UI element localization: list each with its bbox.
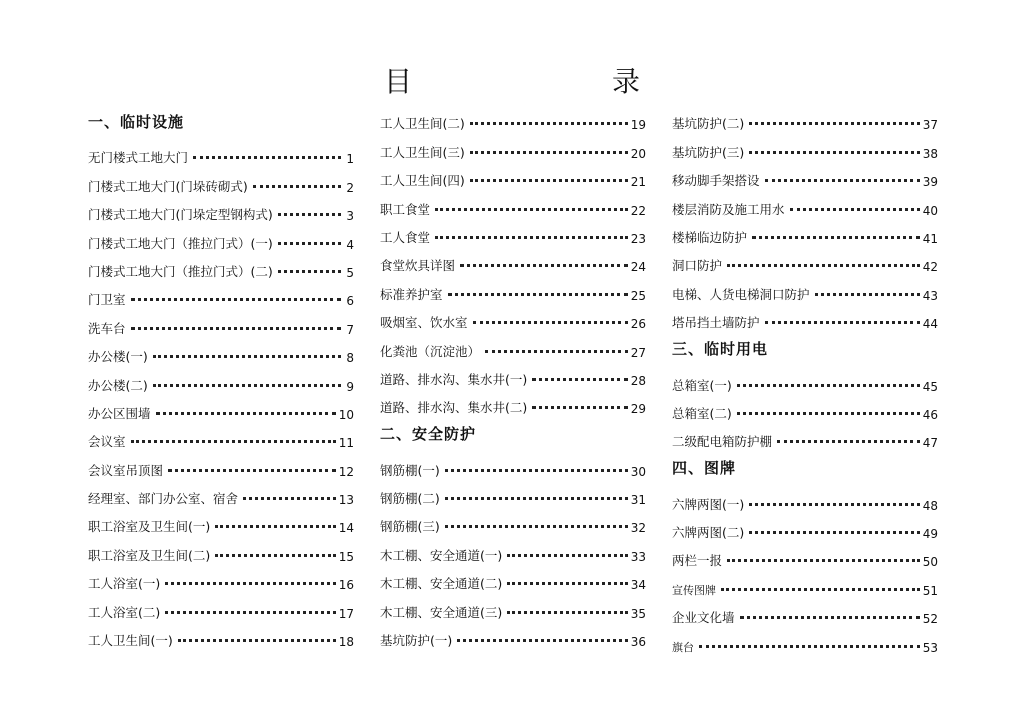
toc-entry-title: 楼层消防及施工用水 — [672, 201, 785, 217]
toc-page-number: 12 — [338, 464, 354, 479]
toc-entry-title: 道路、排水沟、集水井(二) — [380, 400, 528, 416]
toc-entry-title: 木工棚、安全通道(二) — [380, 576, 503, 592]
toc-entry[interactable] — [672, 189, 938, 217]
toc-entry-title: 食堂炊具详图 — [380, 258, 456, 274]
toc-entry-title: 楼梯临边防护 — [672, 229, 748, 245]
toc-entry-title: 钢筋棚(二) — [380, 491, 440, 507]
toc-entry-title: 门卫室 — [88, 292, 126, 308]
toc-entry-title: 钢筋棚(三) — [380, 519, 440, 535]
dot-leader — [765, 321, 920, 324]
toc-page-number: 45 — [922, 379, 938, 394]
toc-entry-title: 门楼式工地大门（推拉门式）(二) — [88, 263, 273, 279]
toc-page-number: 7 — [346, 322, 354, 337]
dot-leader — [485, 350, 628, 353]
toc-entry[interactable] — [88, 535, 354, 563]
section-heading: 三、临时用电 — [672, 340, 769, 359]
toc-page-number: 22 — [630, 203, 646, 218]
toc-page-number: 19 — [630, 118, 646, 133]
toc-entry-title: 职工浴室及卫生间(一) — [88, 519, 211, 535]
toc-entry[interactable] — [672, 626, 938, 654]
dot-leader — [278, 270, 341, 273]
toc-column-2 — [380, 104, 646, 649]
toc-page-number: 44 — [922, 317, 938, 332]
toc-entry[interactable] — [380, 479, 646, 507]
toc-entry[interactable] — [380, 507, 646, 535]
toc-page-number: 32 — [630, 521, 646, 536]
toc-entry[interactable] — [380, 189, 646, 217]
toc-page-number: 6 — [346, 294, 354, 309]
dot-leader — [752, 236, 920, 239]
toc-page-number: 15 — [338, 549, 354, 564]
toc-entry-title: 六牌两图(二) — [672, 525, 745, 541]
toc-entry[interactable] — [88, 621, 354, 649]
toc-page-number: 28 — [630, 373, 646, 388]
toc-page-number: 25 — [630, 288, 646, 303]
toc-entry[interactable] — [88, 394, 354, 422]
toc-page-number: 21 — [630, 175, 646, 190]
toc-entry[interactable] — [88, 450, 354, 478]
toc-entry-title: 办公楼(一) — [88, 349, 148, 365]
toc-entry[interactable] — [88, 252, 354, 280]
toc-entry-title: 经理室、部门办公室、宿舍 — [88, 491, 239, 507]
toc-page-number: 4 — [346, 237, 354, 252]
toc-entry-title: 洞口防护 — [672, 258, 723, 274]
toc-entry[interactable] — [88, 138, 354, 166]
dot-leader — [749, 122, 919, 125]
dot-leader — [507, 611, 627, 614]
dot-leader — [457, 639, 627, 642]
dot-leader — [445, 525, 628, 528]
toc-page-number: 37 — [922, 118, 938, 133]
section-heading: 二、安全防护 — [380, 425, 477, 444]
toc-page-number: 29 — [630, 402, 646, 417]
toc-page-number: 24 — [630, 260, 646, 275]
dot-leader — [278, 213, 341, 216]
dot-leader — [165, 582, 335, 585]
toc-entry[interactable] — [380, 246, 646, 274]
toc-page-number: 27 — [630, 345, 646, 360]
toc-entry-title: 宣传图牌 — [672, 583, 716, 597]
toc-page-number: 3 — [346, 209, 354, 224]
dot-leader — [699, 645, 920, 648]
dot-leader — [435, 236, 628, 239]
toc-entry-title: 会议室 — [88, 434, 126, 450]
toc-entry-title: 标准养护室 — [380, 286, 443, 302]
toc-entry-title: 基坑防护(一) — [380, 633, 453, 649]
toc-entry-title: 企业文化墙 — [672, 610, 735, 626]
toc-entry-title: 六牌两图(一) — [672, 496, 745, 512]
toc-entry[interactable] — [88, 592, 354, 620]
toc-page-number: 9 — [346, 379, 354, 394]
toc-entry-title: 总箱室(一) — [672, 377, 732, 393]
toc-entry[interactable] — [380, 360, 646, 388]
dot-leader — [131, 327, 341, 330]
toc-page-number: 41 — [922, 231, 938, 246]
dot-leader — [727, 264, 920, 267]
toc-entry-title: 工人卫生间(三) — [380, 144, 465, 160]
toc-entry-title: 工人卫生间(二) — [380, 116, 465, 132]
toc-entry[interactable] — [88, 308, 354, 336]
dot-leader — [737, 384, 920, 387]
dot-leader — [156, 412, 336, 415]
dot-leader — [473, 321, 628, 324]
dot-leader — [749, 503, 919, 506]
toc-entry[interactable] — [88, 479, 354, 507]
toc-entry[interactable] — [380, 564, 646, 592]
toc-entry[interactable] — [380, 388, 646, 416]
toc-entry[interactable] — [380, 274, 646, 302]
toc-entry[interactable] — [380, 218, 646, 246]
toc-entry[interactable] — [88, 166, 354, 194]
toc-column-3 — [672, 104, 938, 655]
toc-entry-title: 工人浴室(二) — [88, 604, 161, 620]
toc-entry-title: 木工棚、安全通道(一) — [380, 547, 503, 563]
toc-entry[interactable] — [672, 246, 938, 274]
toc-page-number: 42 — [922, 260, 938, 275]
toc-entry[interactable] — [672, 218, 938, 246]
toc-entry[interactable] — [380, 331, 646, 359]
dot-leader — [470, 151, 628, 154]
toc-entry-title: 旗台 — [672, 640, 694, 654]
toc-page-number: 34 — [630, 578, 646, 593]
toc-entry[interactable] — [672, 104, 938, 132]
toc-entry[interactable] — [380, 303, 646, 331]
dot-leader — [131, 440, 336, 443]
dot-leader — [460, 264, 628, 267]
section-heading: 四、图牌 — [672, 459, 737, 478]
toc-entry-title: 办公区围墙 — [88, 405, 151, 421]
toc-page-number: 33 — [630, 549, 646, 564]
dot-leader — [532, 378, 627, 381]
dot-leader — [435, 208, 628, 211]
dot-leader — [765, 179, 920, 182]
toc-entry-title: 电梯、人货电梯洞口防护 — [672, 286, 810, 302]
toc-page-number: 39 — [922, 175, 938, 190]
dot-leader — [470, 122, 628, 125]
toc-page-number: 10 — [338, 407, 354, 422]
toc-entry[interactable] — [380, 104, 646, 132]
toc-entry-title: 办公楼(二) — [88, 377, 148, 393]
toc-page-number: 1 — [346, 152, 354, 167]
toc-entry-title: 塔吊挡土墙防护 — [672, 315, 760, 331]
toc-entry-title: 二级配电箱防护棚 — [672, 434, 773, 450]
toc-page-number: 36 — [630, 635, 646, 650]
toc-page-number: 13 — [338, 493, 354, 508]
toc-entry[interactable] — [380, 161, 646, 189]
toc-page-number: 47 — [922, 436, 938, 451]
toc-entry[interactable] — [672, 394, 938, 422]
toc-entry[interactable] — [88, 223, 354, 251]
dot-leader — [178, 639, 336, 642]
dot-leader — [815, 293, 920, 296]
toc-entry-title: 无门楼式工地大门 — [88, 150, 189, 166]
toc-entry[interactable] — [672, 365, 938, 393]
toc-page-number: 35 — [630, 606, 646, 621]
toc-entry-title: 门楼式工地大门(门垛定型钢构式) — [88, 207, 273, 223]
toc-entry[interactable] — [380, 592, 646, 620]
toc-entry-title: 职工食堂 — [380, 201, 431, 217]
toc-entry-title: 吸烟室、饮水室 — [380, 315, 468, 331]
toc-page-number: 8 — [346, 351, 354, 366]
dot-leader — [168, 469, 336, 472]
toc-entry-title: 工人食堂 — [380, 229, 431, 245]
dot-leader — [278, 242, 341, 245]
toc-entry-title: 总箱室(二) — [672, 405, 732, 421]
toc-entry[interactable] — [88, 507, 354, 535]
dot-leader — [532, 406, 627, 409]
toc-page-number: 50 — [922, 555, 938, 570]
dot-leader — [790, 208, 920, 211]
dot-leader — [193, 156, 341, 159]
toc-entry[interactable] — [672, 541, 938, 569]
dot-leader — [165, 611, 335, 614]
dot-leader — [749, 531, 919, 534]
toc-page-number: 48 — [922, 498, 938, 513]
toc-page-number: 40 — [922, 203, 938, 218]
toc-entry[interactable] — [88, 564, 354, 592]
toc-page-number: 38 — [922, 146, 938, 161]
toc-page-number: 51 — [922, 583, 938, 598]
toc-entry-title: 门楼式工地大门（推拉门式）(一) — [88, 235, 273, 251]
dot-leader — [448, 293, 628, 296]
toc-column-1 — [88, 104, 354, 649]
toc-entry[interactable] — [88, 337, 354, 365]
toc-entry[interactable] — [88, 195, 354, 223]
toc-page-number: 17 — [338, 606, 354, 621]
toc-page-number: 23 — [630, 231, 646, 246]
dot-leader — [445, 497, 628, 500]
toc-entry-title: 工人卫生间(四) — [380, 173, 465, 189]
dot-leader — [721, 588, 920, 591]
toc-entry[interactable] — [672, 303, 938, 331]
toc-entry[interactable] — [88, 422, 354, 450]
dot-leader — [153, 355, 341, 358]
toc-entry-title: 基坑防护(二) — [672, 116, 745, 132]
toc-entry-title: 钢筋棚(一) — [380, 462, 440, 478]
toc-page-number: 26 — [630, 317, 646, 332]
toc-entry-title: 职工浴室及卫生间(二) — [88, 547, 211, 563]
toc-entry[interactable] — [672, 569, 938, 597]
dot-leader — [445, 469, 628, 472]
dot-leader — [740, 616, 920, 619]
toc-entry[interactable] — [672, 422, 938, 450]
toc-entry[interactable] — [380, 621, 646, 649]
dot-leader — [737, 412, 920, 415]
dot-leader — [507, 582, 627, 585]
toc-page-number: 2 — [346, 180, 354, 195]
toc-page-number: 14 — [338, 521, 354, 536]
section-heading: 一、临时设施 — [88, 113, 185, 131]
toc-page-number: 20 — [630, 146, 646, 161]
toc-entry[interactable] — [380, 132, 646, 160]
toc-page-number: 46 — [922, 407, 938, 422]
toc-page-number: 5 — [346, 265, 354, 280]
toc-entry-title: 工人浴室(一) — [88, 576, 161, 592]
toc-page-number: 11 — [338, 436, 354, 451]
dot-leader — [243, 497, 336, 500]
toc-page-number: 30 — [630, 464, 646, 479]
toc-entry-title: 洗车台 — [88, 320, 126, 336]
dot-leader — [727, 559, 920, 562]
toc-entry-title: 木工棚、安全通道(三) — [380, 604, 503, 620]
dot-leader — [215, 525, 335, 528]
toc-entry-title: 基坑防护(三) — [672, 144, 745, 160]
dot-leader — [153, 384, 341, 387]
page-title: 目 录 — [383, 65, 688, 98]
toc-entry[interactable] — [672, 598, 938, 626]
dot-leader — [507, 554, 627, 557]
toc-entry[interactable] — [380, 535, 646, 563]
toc-entry[interactable] — [672, 274, 938, 302]
toc-entry[interactable] — [672, 132, 938, 160]
toc-entry-title: 工人卫生间(一) — [88, 633, 173, 649]
dot-leader — [253, 185, 341, 188]
toc-entry-title: 门楼式工地大门(门垛砖砌式) — [88, 178, 248, 194]
toc-page-number: 52 — [922, 612, 938, 627]
dot-leader — [749, 151, 919, 154]
toc-page-number: 43 — [922, 288, 938, 303]
toc-entry-title: 化粪池（沉淀池） — [380, 343, 481, 359]
toc-entry-title: 两栏一报 — [672, 553, 723, 569]
toc-entry[interactable] — [672, 484, 938, 512]
dot-leader — [470, 179, 628, 182]
toc-entry[interactable] — [88, 365, 354, 393]
toc-page-number: 18 — [338, 635, 354, 650]
toc-entry[interactable] — [88, 280, 354, 308]
toc-entry-title: 会议室吊顶图 — [88, 462, 164, 478]
dot-leader — [215, 554, 335, 557]
toc-entry-title: 移动脚手架搭设 — [672, 173, 760, 189]
toc-page-number: 31 — [630, 493, 646, 508]
toc-page-number: 16 — [338, 578, 354, 593]
toc-page-number: 49 — [922, 527, 938, 542]
toc-page-number: 53 — [922, 640, 938, 655]
toc-entry[interactable] — [672, 513, 938, 541]
toc-entry[interactable] — [672, 161, 938, 189]
dot-leader — [777, 440, 920, 443]
dot-leader — [131, 298, 341, 301]
toc-entry-title: 道路、排水沟、集水井(一) — [380, 371, 528, 387]
toc-entry[interactable] — [380, 450, 646, 478]
